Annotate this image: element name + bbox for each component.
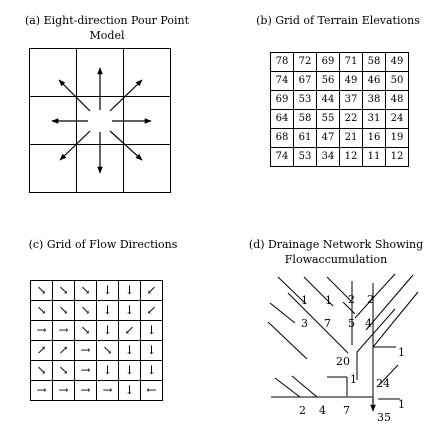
elevation-cell: 74 xyxy=(271,148,294,167)
flow-direction-cell: ↘ xyxy=(53,301,75,321)
panel-b-title: (b) Grid of Terrain Elevations xyxy=(256,14,420,27)
flow-direction-cell: → xyxy=(53,381,75,401)
flow-direction-cell: ↙ xyxy=(141,301,163,321)
flow-direction-cell: → xyxy=(97,381,119,401)
accumulation-label: 4 xyxy=(365,317,372,330)
accumulation-label: 5 xyxy=(348,317,355,330)
elevation-cell: 64 xyxy=(271,110,294,129)
flow-direction-cell: ↘ xyxy=(53,361,75,381)
stream-line xyxy=(275,378,300,397)
accumulation-label: 2 xyxy=(348,293,355,306)
flow-direction-cell: ↘ xyxy=(75,321,97,341)
accumulation-label: 1 xyxy=(398,346,405,359)
arrow-southeast-icon xyxy=(110,131,142,160)
elevation-cell: 69 xyxy=(317,53,340,72)
elevation-cell: 53 xyxy=(294,91,317,110)
arrow-northwest-icon xyxy=(59,80,90,111)
accumulation-label: 1 xyxy=(301,294,308,307)
stream-line xyxy=(355,274,395,318)
flow-direction-row xyxy=(31,341,163,361)
flow-direction-cell: ↙ xyxy=(141,281,163,301)
elevation-cell: 38 xyxy=(363,91,386,110)
stream-line xyxy=(288,293,348,353)
panel-d-title-line2: Flowaccumulation xyxy=(284,253,388,266)
flow-direction-cell: ↓ xyxy=(97,281,119,301)
accumulation-label: 1 xyxy=(325,294,332,307)
flow-direction-cell: ↓ xyxy=(97,301,119,321)
elevation-row xyxy=(271,53,409,72)
accumulation-label: 24 xyxy=(376,377,390,390)
flow-direction-cell: ↓ xyxy=(119,381,141,401)
flow-direction-cell: → xyxy=(31,381,53,401)
flow-direction-cell: → xyxy=(75,361,97,381)
flow-direction-cell: ↓ xyxy=(141,321,163,341)
elevation-row xyxy=(271,72,409,91)
elevation-row xyxy=(271,129,409,148)
panel-a-title-line2: Model xyxy=(89,29,125,42)
flow-direction-cell: ← xyxy=(141,381,163,401)
flow-direction-cell: → xyxy=(53,321,75,341)
panel-d-title-line1: (d) Drainage Network Showing xyxy=(248,238,424,251)
elevation-cell: 58 xyxy=(294,110,317,129)
elevation-cell: 19 xyxy=(386,129,409,148)
elevation-cell: 50 xyxy=(386,72,409,91)
flow-direction-cell: ↓ xyxy=(119,341,141,361)
elevation-cell: 58 xyxy=(363,53,386,72)
flow-direction-row xyxy=(31,381,163,401)
arrow-southwest-icon xyxy=(60,131,90,160)
flow-direction-cell: ↘ xyxy=(31,281,53,301)
flow-direction-cell: ↘ xyxy=(75,281,97,301)
flow-direction-row xyxy=(31,361,163,381)
flow-direction-cell: ↓ xyxy=(141,361,163,381)
elevation-grid xyxy=(270,52,409,167)
elevation-cell: 22 xyxy=(340,110,363,129)
elevation-cell: 47 xyxy=(317,129,340,148)
accumulation-label: 7 xyxy=(343,404,350,417)
drainage-network xyxy=(268,274,418,399)
flow-direction-cell: ↘ xyxy=(31,361,53,381)
elevation-cell: 55 xyxy=(317,110,340,129)
accumulation-label: 35 xyxy=(377,411,391,424)
elevation-cell: 16 xyxy=(363,129,386,148)
panel-c-title: (c) Grid of Flow Directions xyxy=(28,238,178,251)
stream-line xyxy=(373,292,418,347)
elevation-cell: 48 xyxy=(386,91,409,110)
elevation-cell: 53 xyxy=(294,148,317,167)
stream-line xyxy=(357,309,395,352)
elevation-cell: 11 xyxy=(363,148,386,167)
elevation-cell: 21 xyxy=(340,129,363,148)
accumulation-label: 3 xyxy=(301,317,308,330)
elevation-cell: 12 xyxy=(386,148,409,167)
flow-direction-cell: ↗ xyxy=(31,341,53,361)
elevation-row xyxy=(271,148,409,167)
flow-direction-cell: ↘ xyxy=(75,301,97,321)
elevation-cell: 67 xyxy=(294,72,317,91)
arrow-northeast-icon xyxy=(110,80,142,111)
elevation-cell: 78 xyxy=(271,53,294,72)
elevation-cell: 24 xyxy=(386,110,409,129)
elevation-row xyxy=(271,110,409,129)
elevation-cell: 49 xyxy=(386,53,409,72)
elevation-cell: 34 xyxy=(317,148,340,167)
accumulation-label: 1 xyxy=(350,373,357,386)
flow-direction-cell: → xyxy=(75,381,97,401)
elevation-cell: 61 xyxy=(294,129,317,148)
stream-line xyxy=(270,303,295,323)
flow-direction-cell: ↙ xyxy=(119,321,141,341)
elevation-cell: 49 xyxy=(340,72,363,91)
flow-direction-cell: → xyxy=(31,321,53,341)
flow-direction-cell: ↘ xyxy=(31,301,53,321)
accumulation-label: 4 xyxy=(319,404,326,417)
flow-direction-cell: ↘ xyxy=(53,281,75,301)
elevation-cell: 68 xyxy=(271,129,294,148)
flow-direction-cell: ↓ xyxy=(119,301,141,321)
elevation-cell: 56 xyxy=(317,72,340,91)
elevation-cell: 44 xyxy=(317,91,340,110)
elevation-cell: 69 xyxy=(271,91,294,110)
elevation-cell: 12 xyxy=(340,148,363,167)
elevation-cell: 71 xyxy=(340,53,363,72)
accumulation-label: 20 xyxy=(336,355,350,368)
accumulation-label: 2 xyxy=(367,293,374,306)
elevation-cell: 74 xyxy=(271,72,294,91)
flow-direction-grid xyxy=(30,280,163,401)
elevation-cell: 31 xyxy=(363,110,386,129)
flow-direction-cell: ↓ xyxy=(119,361,141,381)
flow-direction-cell: ↘ xyxy=(97,341,119,361)
elevation-row xyxy=(271,91,409,110)
flow-direction-cell: → xyxy=(75,341,97,361)
flow-direction-cell: ↗ xyxy=(53,341,75,361)
panel-a-title-line1: (a) Eight-direction Pour Point xyxy=(24,14,190,27)
accumulation-label: 1 xyxy=(398,398,405,411)
flow-direction-row xyxy=(31,321,163,341)
flow-direction-cell: ↓ xyxy=(97,361,119,381)
flow-direction-cell: ↓ xyxy=(97,321,119,341)
accumulation-label: 7 xyxy=(324,317,331,330)
flow-direction-cell: ↓ xyxy=(119,281,141,301)
flow-direction-row xyxy=(31,301,163,321)
flow-direction-cell: ↓ xyxy=(141,341,163,361)
accumulation-label: 2 xyxy=(299,404,306,417)
flow-direction-row xyxy=(31,281,163,301)
elevation-cell: 46 xyxy=(363,72,386,91)
elevation-cell: 37 xyxy=(340,91,363,110)
elevation-cell: 72 xyxy=(294,53,317,72)
